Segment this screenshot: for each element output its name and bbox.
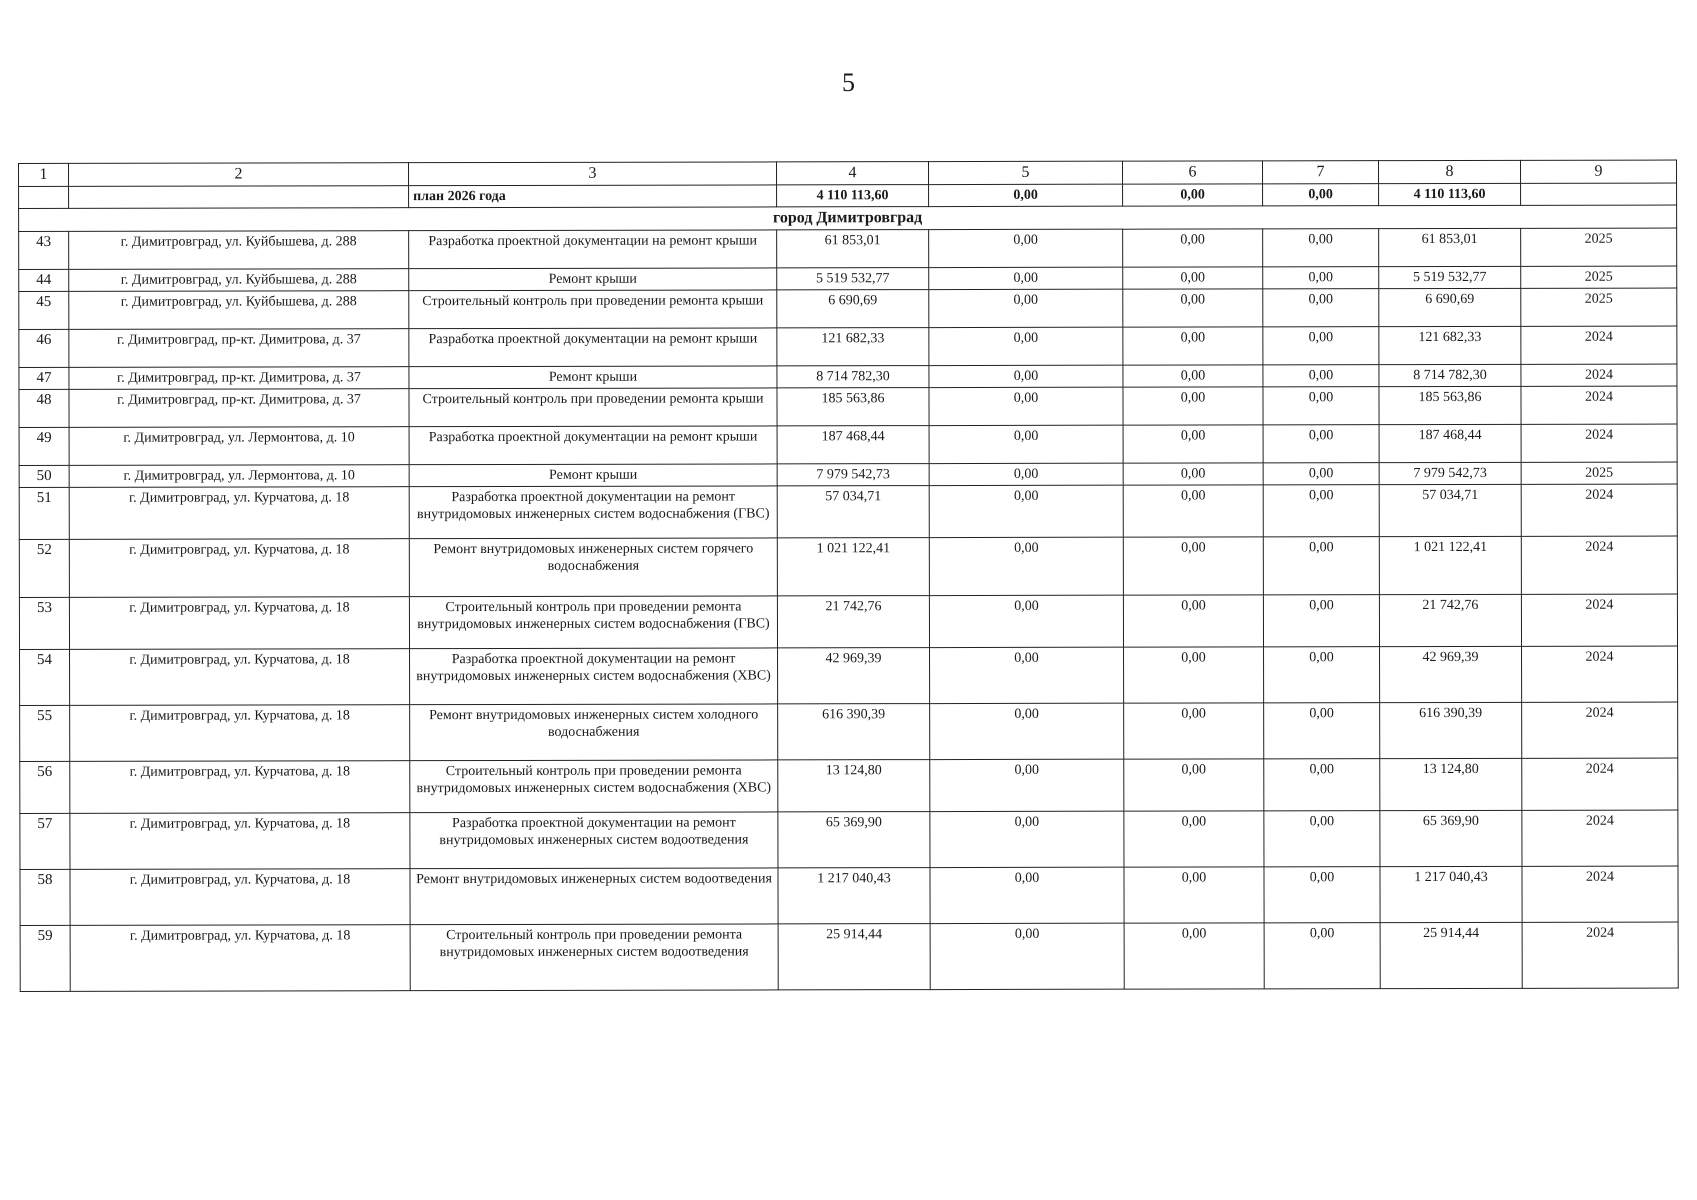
year-cell: 2025 bbox=[1521, 462, 1677, 484]
col8-amount-cell: 8 714 782,30 bbox=[1379, 364, 1521, 386]
plan-label: план 2026 года bbox=[409, 185, 777, 208]
col8-amount-cell: 185 563,86 bbox=[1379, 386, 1521, 424]
col4-amount-cell: 61 853,01 bbox=[777, 230, 929, 268]
header-cell: 1 bbox=[19, 163, 69, 186]
city-heading: город Димитровград bbox=[19, 205, 1677, 231]
col5-amount-cell: 0,00 bbox=[929, 485, 1123, 537]
col8-amount-cell: 616 390,39 bbox=[1380, 702, 1522, 758]
col6-amount-cell: 0,00 bbox=[1123, 229, 1263, 267]
table-row bbox=[19, 536, 1677, 597]
header-cell: 9 bbox=[1520, 160, 1676, 183]
work-type-cell: Строительный контроль при проведении ремонта внутридомовых инженерных систем водоснабжения (ГВС) bbox=[409, 596, 777, 649]
col6-amount-cell: 0,00 bbox=[1123, 463, 1263, 485]
col5-amount-cell: 0,00 bbox=[930, 703, 1124, 759]
col7-amount-cell: 0,00 bbox=[1264, 647, 1380, 703]
row-number: 59 bbox=[20, 925, 70, 991]
col7-amount-cell: 0,00 bbox=[1263, 229, 1379, 267]
repair-plan-table bbox=[18, 160, 1679, 992]
table-row bbox=[20, 866, 1678, 925]
col4-amount-cell: 25 914,44 bbox=[778, 924, 930, 990]
row-number: 49 bbox=[19, 427, 69, 465]
year-cell: 2024 bbox=[1521, 386, 1677, 424]
col4-amount-cell: 616 390,39 bbox=[778, 704, 930, 760]
work-type-cell: Ремонт крыши bbox=[409, 366, 777, 389]
table-row bbox=[20, 758, 1678, 813]
address-cell: г. Димитровград, ул. Лермонтова, д. 10 bbox=[69, 465, 409, 488]
col5-amount-cell: 0,00 bbox=[929, 595, 1123, 647]
address-cell: г. Димитровград, пр-кт. Димитрова, д. 37 bbox=[69, 389, 409, 428]
year-cell: 2024 bbox=[1522, 866, 1678, 922]
col6-amount-cell: 0,00 bbox=[1124, 703, 1264, 759]
col7-amount-cell: 0,00 bbox=[1263, 387, 1379, 425]
year-cell: 2024 bbox=[1521, 536, 1677, 594]
col7-amount-cell: 0,00 bbox=[1264, 759, 1380, 811]
col5-amount-cell: 0,00 bbox=[929, 463, 1123, 485]
address-cell: г. Димитровград, ул. Курчатова, д. 18 bbox=[70, 649, 410, 706]
plan-total-col6: 0,00 bbox=[1123, 184, 1263, 206]
col4-amount-cell: 7 979 542,73 bbox=[777, 464, 929, 486]
col8-amount-cell: 1 217 040,43 bbox=[1380, 866, 1522, 922]
work-type-cell: Ремонт крыши bbox=[409, 268, 777, 291]
col4-amount-cell: 1 217 040,43 bbox=[778, 868, 930, 924]
col4-amount-cell: 21 742,76 bbox=[777, 596, 929, 648]
plan-empty-cell bbox=[19, 186, 69, 208]
row-number: 53 bbox=[19, 597, 69, 649]
col7-amount-cell: 0,00 bbox=[1263, 365, 1379, 387]
col5-amount-cell: 0,00 bbox=[929, 289, 1123, 327]
col7-amount-cell: 0,00 bbox=[1264, 703, 1380, 759]
year-cell: 2025 bbox=[1521, 228, 1677, 266]
work-type-cell: Разработка проектной документации на ремонт крыши bbox=[409, 230, 777, 269]
col5-amount-cell: 0,00 bbox=[929, 537, 1123, 595]
col6-amount-cell: 0,00 bbox=[1124, 647, 1264, 703]
table-row bbox=[19, 326, 1677, 367]
header-cell: 2 bbox=[69, 163, 409, 187]
header-cell: 5 bbox=[928, 161, 1122, 184]
row-number: 54 bbox=[20, 649, 70, 705]
col8-amount-cell: 121 682,33 bbox=[1379, 326, 1521, 364]
col7-amount-cell: 0,00 bbox=[1263, 425, 1379, 463]
col4-amount-cell: 8 714 782,30 bbox=[777, 366, 929, 388]
col4-amount-cell: 57 034,71 bbox=[777, 486, 929, 538]
row-number: 52 bbox=[19, 539, 69, 597]
address-cell: г. Димитровград, ул. Курчатова, д. 18 bbox=[69, 597, 409, 650]
address-cell: г. Димитровград, пр-кт. Димитрова, д. 37 bbox=[69, 329, 409, 368]
col7-amount-cell: 0,00 bbox=[1264, 867, 1380, 923]
col8-amount-cell: 5 519 532,77 bbox=[1379, 266, 1521, 288]
col5-amount-cell: 0,00 bbox=[930, 647, 1124, 703]
table-row bbox=[19, 228, 1677, 269]
col5-amount-cell: 0,00 bbox=[929, 425, 1123, 463]
plan-total-col7: 0,00 bbox=[1263, 184, 1379, 206]
year-cell: 2024 bbox=[1521, 326, 1677, 364]
row-number: 44 bbox=[19, 269, 69, 291]
work-type-cell: Ремонт крыши bbox=[409, 464, 777, 487]
col7-amount-cell: 0,00 bbox=[1263, 289, 1379, 327]
col7-amount-cell: 0,00 bbox=[1263, 463, 1379, 485]
table-row bbox=[20, 646, 1678, 705]
row-number: 47 bbox=[19, 367, 69, 389]
header-cell: 6 bbox=[1122, 161, 1262, 184]
col4-amount-cell: 65 369,90 bbox=[778, 812, 930, 868]
col5-amount-cell: 0,00 bbox=[930, 811, 1124, 867]
col4-amount-cell: 185 563,86 bbox=[777, 388, 929, 426]
plan-total-col8: 4 110 113,60 bbox=[1379, 183, 1521, 205]
col6-amount-cell: 0,00 bbox=[1123, 485, 1263, 537]
header-cell: 4 bbox=[776, 162, 928, 185]
year-cell: 2024 bbox=[1522, 810, 1678, 866]
header-cell: 7 bbox=[1262, 161, 1378, 184]
col6-amount-cell: 0,00 bbox=[1124, 867, 1264, 923]
column-number-header bbox=[19, 160, 1677, 186]
work-type-cell: Разработка проектной документации на ремонт крыши bbox=[409, 328, 777, 367]
table-row bbox=[20, 922, 1678, 991]
table-row bbox=[20, 810, 1678, 869]
col6-amount-cell: 0,00 bbox=[1123, 289, 1263, 327]
col8-amount-cell: 42 969,39 bbox=[1380, 646, 1522, 702]
work-type-cell: Строительный контроль при проведении ремонта крыши bbox=[409, 388, 777, 427]
col5-amount-cell: 0,00 bbox=[929, 327, 1123, 365]
work-type-cell: Строительный контроль при проведении ремонта внутридомовых инженерных систем водоснабжения (ХВС) bbox=[410, 760, 778, 813]
col6-amount-cell: 0,00 bbox=[1124, 759, 1264, 811]
work-type-cell: Разработка проектной документации на ремонт внутридомовых инженерных систем водоснабжения (ХВС) bbox=[410, 648, 778, 705]
row-number: 51 bbox=[19, 487, 69, 539]
work-type-cell: Разработка проектной документации на ремонт крыши bbox=[409, 426, 777, 465]
col7-amount-cell: 0,00 bbox=[1264, 811, 1380, 867]
row-number: 57 bbox=[20, 813, 70, 869]
col6-amount-cell: 0,00 bbox=[1123, 595, 1263, 647]
col6-amount-cell: 0,00 bbox=[1124, 923, 1264, 989]
row-number: 56 bbox=[20, 761, 70, 813]
work-type-cell: Ремонт внутридомовых инженерных систем холодного водоснабжения bbox=[410, 704, 778, 761]
header-cell: 3 bbox=[409, 162, 777, 186]
year-cell: 2024 bbox=[1522, 646, 1678, 702]
work-type-cell: Ремонт внутридомовых инженерных систем водоотведения bbox=[410, 868, 778, 925]
col8-amount-cell: 187 468,44 bbox=[1379, 424, 1521, 462]
col5-amount-cell: 0,00 bbox=[929, 387, 1123, 425]
col4-amount-cell: 5 519 532,77 bbox=[777, 268, 929, 290]
col5-amount-cell: 0,00 bbox=[930, 923, 1124, 989]
row-number: 46 bbox=[19, 329, 69, 367]
address-cell: г. Димитровград, ул. Куйбышева, д. 288 bbox=[69, 231, 409, 270]
col8-amount-cell: 21 742,76 bbox=[1379, 594, 1521, 646]
work-type-cell: Строительный контроль при проведении ремонта крыши bbox=[409, 290, 777, 329]
col8-amount-cell: 57 034,71 bbox=[1379, 484, 1521, 536]
row-number: 55 bbox=[20, 705, 70, 761]
address-cell: г. Димитровград, ул. Курчатова, д. 18 bbox=[70, 705, 410, 762]
work-type-cell: Разработка проектной документации на ремонт внутридомовых инженерных систем водоснабжения (ГВС) bbox=[409, 486, 777, 539]
col8-amount-cell: 13 124,80 bbox=[1380, 758, 1522, 810]
col7-amount-cell: 0,00 bbox=[1263, 537, 1379, 595]
address-cell: г. Димитровград, пр-кт. Димитрова, д. 37 bbox=[69, 367, 409, 390]
year-cell: 2024 bbox=[1522, 702, 1678, 758]
col4-amount-cell: 13 124,80 bbox=[778, 760, 930, 812]
col8-amount-cell: 1 021 122,41 bbox=[1379, 536, 1521, 594]
col6-amount-cell: 0,00 bbox=[1123, 365, 1263, 387]
col6-amount-cell: 0,00 bbox=[1123, 267, 1263, 289]
year-cell: 2025 bbox=[1521, 288, 1677, 326]
work-type-cell: Разработка проектной документации на ремонт внутридомовых инженерных систем водоотведения bbox=[410, 812, 778, 869]
col6-amount-cell: 0,00 bbox=[1123, 537, 1263, 595]
col4-amount-cell: 1 021 122,41 bbox=[777, 538, 929, 596]
address-cell: г. Димитровград, ул. Курчатова, д. 18 bbox=[70, 925, 410, 992]
plan-total-col5: 0,00 bbox=[929, 184, 1123, 206]
col4-amount-cell: 121 682,33 bbox=[777, 328, 929, 366]
address-cell: г. Димитровград, ул. Курчатова, д. 18 bbox=[69, 539, 409, 598]
table-row bbox=[19, 288, 1677, 329]
col6-amount-cell: 0,00 bbox=[1124, 811, 1264, 867]
col8-amount-cell: 6 690,69 bbox=[1379, 288, 1521, 326]
row-number: 48 bbox=[19, 389, 69, 427]
col4-amount-cell: 6 690,69 bbox=[777, 290, 929, 328]
year-cell: 2024 bbox=[1521, 594, 1677, 646]
col5-amount-cell: 0,00 bbox=[930, 759, 1124, 811]
col8-amount-cell: 25 914,44 bbox=[1380, 922, 1522, 988]
year-cell: 2024 bbox=[1522, 922, 1678, 988]
page-number: 5 bbox=[842, 68, 855, 97]
col5-amount-cell: 0,00 bbox=[929, 229, 1123, 267]
address-cell: г. Димитровград, ул. Курчатова, д. 18 bbox=[70, 869, 410, 926]
col4-amount-cell: 187 468,44 bbox=[777, 426, 929, 464]
col7-amount-cell: 0,00 bbox=[1264, 923, 1380, 989]
address-cell: г. Димитровград, ул. Куйбышева, д. 288 bbox=[69, 269, 409, 292]
address-cell: г. Димитровград, ул. Куйбышева, д. 288 bbox=[69, 291, 409, 330]
address-cell: г. Димитровград, ул. Курчатова, д. 18 bbox=[70, 813, 410, 870]
table-row bbox=[20, 702, 1678, 761]
col6-amount-cell: 0,00 bbox=[1123, 425, 1263, 463]
row-number: 50 bbox=[19, 465, 69, 487]
col5-amount-cell: 0,00 bbox=[929, 365, 1123, 387]
col7-amount-cell: 0,00 bbox=[1263, 595, 1379, 647]
col7-amount-cell: 0,00 bbox=[1263, 485, 1379, 537]
col7-amount-cell: 0,00 bbox=[1263, 327, 1379, 365]
plan-total-col9 bbox=[1521, 183, 1677, 205]
table-row bbox=[19, 484, 1677, 539]
work-type-cell: Ремонт внутридомовых инженерных систем горячего водоснабжения bbox=[409, 538, 777, 597]
year-cell: 2024 bbox=[1522, 758, 1678, 810]
plan-total-col4: 4 110 113,60 bbox=[777, 185, 929, 207]
address-cell: г. Димитровград, ул. Лермонтова, д. 10 bbox=[69, 427, 409, 466]
col8-amount-cell: 65 369,90 bbox=[1380, 810, 1522, 866]
year-cell: 2024 bbox=[1521, 484, 1677, 536]
row-number: 45 bbox=[19, 291, 69, 329]
plan-empty-cell bbox=[69, 186, 409, 209]
table-row bbox=[19, 594, 1677, 649]
col7-amount-cell: 0,00 bbox=[1263, 267, 1379, 289]
table-row bbox=[19, 424, 1677, 465]
work-type-cell: Строительный контроль при проведении ремонта внутридомовых инженерных систем водоотведения bbox=[410, 924, 778, 991]
col8-amount-cell: 7 979 542,73 bbox=[1379, 462, 1521, 484]
col4-amount-cell: 42 969,39 bbox=[778, 648, 930, 704]
col6-amount-cell: 0,00 bbox=[1123, 387, 1263, 425]
city-section-row bbox=[19, 205, 1677, 231]
col5-amount-cell: 0,00 bbox=[930, 867, 1124, 923]
address-cell: г. Димитровград, ул. Курчатова, д. 18 bbox=[69, 487, 409, 540]
address-cell: г. Димитровград, ул. Курчатова, д. 18 bbox=[70, 761, 410, 814]
col5-amount-cell: 0,00 bbox=[929, 267, 1123, 289]
year-cell: 2025 bbox=[1521, 266, 1677, 288]
col6-amount-cell: 0,00 bbox=[1123, 327, 1263, 365]
row-number: 43 bbox=[19, 231, 69, 269]
col8-amount-cell: 61 853,01 bbox=[1379, 228, 1521, 266]
table-row bbox=[19, 386, 1677, 427]
year-cell: 2024 bbox=[1521, 424, 1677, 462]
row-number: 58 bbox=[20, 869, 70, 925]
header-cell: 8 bbox=[1378, 160, 1520, 183]
year-cell: 2024 bbox=[1521, 364, 1677, 386]
